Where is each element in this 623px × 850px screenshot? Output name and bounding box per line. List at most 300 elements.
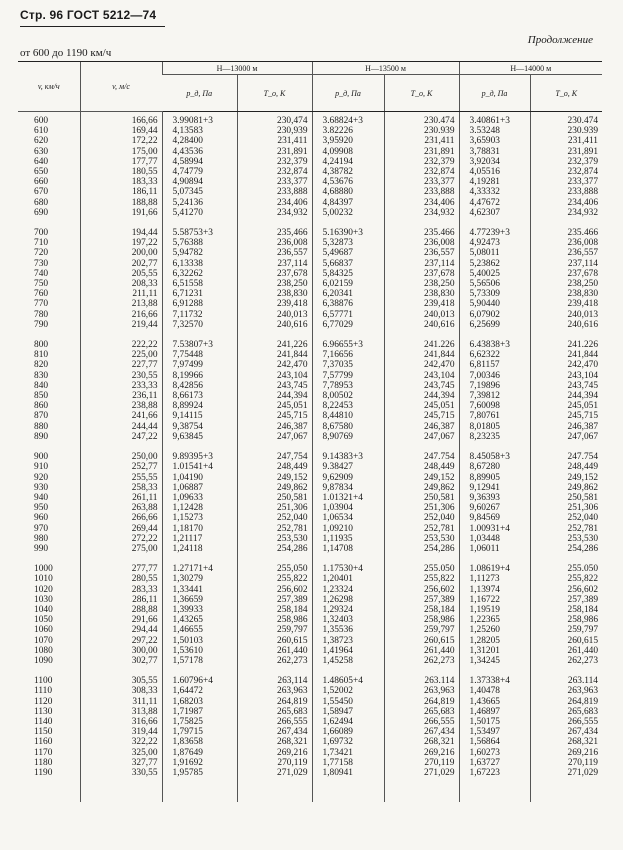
cell-t-13500: 252,040: [384, 513, 459, 523]
cell-p-14000: 7,60098: [459, 401, 530, 411]
cell-p-14000: 4,62307: [459, 208, 530, 218]
cell-t-14000: 264,819: [530, 697, 602, 707]
cell-v-kmh: 970: [34, 523, 49, 534]
cell-v-ms: 258,33: [80, 483, 162, 493]
cell-t-14000: 233,377: [530, 177, 602, 187]
cell-v-ms: 211,11: [80, 289, 162, 299]
cell-p-14000: 6,07902: [459, 310, 530, 320]
cell-v-kmh: 610: [34, 126, 49, 137]
cell-t-13000: 269,216: [237, 748, 312, 758]
cell-v-ms: 205,55: [80, 269, 162, 279]
cell-t-14000: 247,067: [530, 432, 602, 442]
cell-p-14000: 5,40025: [459, 269, 530, 279]
table-row: [18, 646, 602, 656]
cell-v-kmh: 1070: [34, 635, 53, 646]
cell-p-13000: 1,18170: [162, 524, 237, 534]
cell-p-13000: 4,28400: [162, 136, 237, 146]
cell-v-ms: 247,22: [80, 432, 162, 442]
cell-p-14000: 1,63727: [459, 758, 530, 768]
cell-t-13000: 257,389: [237, 595, 312, 605]
cell-v-kmh: 850: [34, 391, 49, 402]
cell-p-13000: 8,42856: [162, 381, 237, 391]
cell-p-14000: 1.00931+4: [459, 524, 530, 534]
page-header: Стр. 96 ГОСТ 5212—74: [20, 8, 157, 22]
cell-p-13500: 6,38876: [312, 299, 384, 309]
cell-v-ms: 172,22: [80, 136, 162, 146]
cell-t-13000: 238,250: [237, 279, 312, 289]
cell-p-14000: 3.53248: [459, 126, 530, 136]
cell-t-14000: 233,888: [530, 187, 602, 197]
cell-v-kmh: 930: [34, 482, 49, 493]
cell-v-kmh: 880: [34, 421, 49, 432]
cell-p-14000: 1,53497: [459, 727, 530, 737]
cell-t-14000: 245,051: [530, 401, 602, 411]
cell-v-kmh: 1110: [34, 686, 53, 697]
cell-v-ms: 286,11: [80, 595, 162, 605]
cell-v-ms: 319,44: [80, 727, 162, 737]
cell-p-13000: 1,21117: [162, 534, 237, 544]
cell-p-13000: 1,50103: [162, 636, 237, 646]
cell-v-ms: 238,88: [80, 401, 162, 411]
cell-p-13000: 1,24118: [162, 544, 237, 554]
col-header-t: T_о, К: [530, 75, 602, 112]
cell-t-13500: 248,449: [384, 462, 459, 472]
cell-v-ms: 183,33: [80, 177, 162, 187]
cell-t-13500: 268,321: [384, 737, 459, 747]
cell-p-13000: 1.01541+4: [162, 462, 237, 472]
cell-p-13000: 4,58994: [162, 157, 237, 167]
cell-t-14000: 263,963: [530, 686, 602, 696]
cell-t-14000: 259,797: [530, 625, 602, 635]
cell-p-13500: 7,16656: [312, 350, 384, 360]
cell-p-13000: 7,32570: [162, 320, 237, 330]
cell-p-13500: 6,20341: [312, 289, 384, 299]
cell-v-ms: 233,33: [80, 381, 162, 391]
cell-p-13000: 4,13583: [162, 126, 237, 136]
cell-v-ms: 252,77: [80, 462, 162, 472]
cell-v-ms: 302,77: [80, 656, 162, 666]
cell-p-13500: 1,52002: [312, 686, 384, 696]
cell-p-13500: 9,62909: [312, 473, 384, 483]
table-row: [18, 503, 602, 513]
cell-p-14000: 6,62322: [459, 350, 530, 360]
cell-t-14000: 248,449: [530, 462, 602, 472]
cell-t-14000: 258,986: [530, 615, 602, 625]
table-row: [18, 554, 602, 574]
cell-p-13000: 1,30279: [162, 574, 237, 584]
cell-p-13500: 1,20401: [312, 574, 384, 584]
cell-t-14000: 236,557: [530, 248, 602, 258]
table-row: [18, 615, 602, 625]
cell-p-13500: 1,29324: [312, 605, 384, 615]
cell-t-14000: 236,008: [530, 238, 602, 248]
cell-v-ms: 288,88: [80, 605, 162, 615]
cell-t-13500: 255.050: [384, 554, 459, 574]
cell-p-13500: 5.16390+3: [312, 218, 384, 238]
table-row: [18, 147, 602, 157]
cell-v-ms: 283,33: [80, 585, 162, 595]
cell-v-ms: 216,66: [80, 310, 162, 320]
cell-v-ms: 297,22: [80, 636, 162, 646]
row-group: [18, 442, 602, 554]
cell-t-13000: 234,932: [237, 208, 312, 218]
cell-p-13500: 1.48605+4: [312, 666, 384, 686]
cell-v-kmh: 830: [34, 370, 49, 381]
cell-t-14000: 271,029: [530, 768, 602, 778]
cell-v-kmh: 1090: [34, 655, 53, 666]
cell-t-13000: 255,822: [237, 574, 312, 584]
cell-p-13000: 1.27171+4: [162, 554, 237, 574]
cell-p-13000: 1,12428: [162, 503, 237, 513]
table-row: [18, 136, 602, 146]
cell-p-14000: 3,92034: [459, 157, 530, 167]
table-row: [18, 524, 602, 534]
cell-t-13500: 232,379: [384, 157, 459, 167]
table-row: [18, 462, 602, 472]
cell-v-kmh: 1050: [34, 615, 53, 626]
cell-p-13500: 1,69732: [312, 737, 384, 747]
cell-t-13000: 237,114: [237, 259, 312, 269]
cell-p-13000: 7,11732: [162, 310, 237, 320]
cell-v-ms: 180,55: [80, 167, 162, 177]
cell-p-14000: 7,80761: [459, 411, 530, 421]
cell-t-13500: 271,029: [384, 768, 459, 778]
cell-t-14000: 265,683: [530, 707, 602, 717]
table-row: [18, 126, 602, 136]
table-row: [18, 768, 602, 778]
cell-p-13000: 8,89924: [162, 401, 237, 411]
table-row: [18, 381, 602, 391]
cell-v-ms: 275,00: [80, 544, 162, 554]
cell-v-ms: 222,22: [80, 330, 162, 350]
cell-p-13500: 1,06534: [312, 513, 384, 523]
cell-p-13000: 1,36659: [162, 595, 237, 605]
cell-v-kmh: 640: [34, 156, 49, 167]
cell-t-13000: 230,474: [237, 112, 312, 127]
cell-t-13000: 258,986: [237, 615, 312, 625]
cell-v-kmh: 800: [34, 340, 49, 351]
table-row: [18, 320, 602, 330]
cell-t-13000: 233,377: [237, 177, 312, 187]
cell-v-kmh: 960: [34, 513, 49, 524]
cell-p-13000: 1,91692: [162, 758, 237, 768]
cell-v-ms: 311,11: [80, 697, 162, 707]
cell-t-14000: 250,581: [530, 493, 602, 503]
cell-p-13500: 1,38723: [312, 636, 384, 646]
cell-p-14000: 8.45058+3: [459, 442, 530, 462]
cell-v-ms: 191,66: [80, 208, 162, 218]
cell-t-13500: 256,602: [384, 585, 459, 595]
cell-p-14000: 1,67223: [459, 768, 530, 778]
cell-p-13000: 5.58753+3: [162, 218, 237, 238]
cell-t-13000: 240,616: [237, 320, 312, 330]
cell-p-13500: 1,03904: [312, 503, 384, 513]
cell-t-14000: 253,530: [530, 534, 602, 544]
cell-p-14000: 1,13974: [459, 585, 530, 595]
table-row: [18, 748, 602, 758]
cell-p-13500: 1.01321+4: [312, 493, 384, 503]
cell-v-kmh: 690: [34, 207, 49, 218]
cell-t-13500: 244,394: [384, 391, 459, 401]
cell-t-13500: 254,286: [384, 544, 459, 554]
cell-v-ms: 250,00: [80, 442, 162, 462]
cell-t-13500: 245,051: [384, 401, 459, 411]
cell-t-13000: 253,530: [237, 534, 312, 544]
cell-p-13000: 5,41270: [162, 208, 237, 218]
cell-p-13000: 7.53807+3: [162, 330, 237, 350]
cell-t-13000: 247,067: [237, 432, 312, 442]
col-header-t: T_о, К: [237, 75, 312, 112]
cell-t-14000: 243,745: [530, 381, 602, 391]
cell-t-14000: 240,013: [530, 310, 602, 320]
cell-v-ms: 277,77: [80, 554, 162, 574]
cell-v-kmh: 700: [34, 228, 49, 239]
cell-p-14000: 9,12941: [459, 483, 530, 493]
cell-v-kmh: 750: [34, 279, 49, 290]
cell-p-13500: 5,84325: [312, 269, 384, 279]
cell-t-13000: 236,008: [237, 238, 312, 248]
cell-p-13000: 8,19966: [162, 371, 237, 381]
cell-t-13000: 247,754: [237, 442, 312, 462]
cell-t-14000: 256,602: [530, 585, 602, 595]
cell-t-13500: 243,104: [384, 371, 459, 381]
cell-t-13000: 243,104: [237, 371, 312, 381]
table-row: [18, 422, 602, 432]
table-row: [18, 350, 602, 360]
cell-t-13500: 263,963: [384, 686, 459, 696]
cell-t-14000: 230.474: [530, 112, 602, 127]
cell-t-13500: 232,874: [384, 167, 459, 177]
cell-v-kmh: 1150: [34, 727, 53, 738]
cell-p-13500: 1,58947: [312, 707, 384, 717]
cell-v-kmh: 1130: [34, 706, 53, 717]
cell-t-13500: 255,822: [384, 574, 459, 584]
cell-p-13000: 1,04190: [162, 473, 237, 483]
cell-t-13000: 249,152: [237, 473, 312, 483]
table-row: [18, 625, 602, 635]
cell-t-13000: 252,040: [237, 513, 312, 523]
cell-p-14000: 7,39812: [459, 391, 530, 401]
cell-v-kmh: 680: [34, 197, 49, 208]
table-row: [18, 534, 602, 544]
col-header-p: p_д, Па: [459, 75, 530, 112]
cell-t-13500: 231,411: [384, 136, 459, 146]
cell-v-kmh: 630: [34, 146, 49, 157]
cell-p-14000: 8,01805: [459, 422, 530, 432]
atmosphere-table: [18, 61, 602, 802]
table-row: [18, 218, 602, 238]
cell-v-kmh: 670: [34, 187, 49, 198]
cell-p-13500: 5,66837: [312, 259, 384, 269]
cell-p-13000: 1,68203: [162, 697, 237, 707]
cell-p-13500: 7,78953: [312, 381, 384, 391]
cell-p-13000: 1,87649: [162, 748, 237, 758]
cell-t-13000: 244,394: [237, 391, 312, 401]
cell-t-13500: 240,616: [384, 320, 459, 330]
cell-p-13000: 1,79715: [162, 727, 237, 737]
table-row: [18, 198, 602, 208]
cell-p-13500: 8,22453: [312, 401, 384, 411]
cell-v-ms: 261,11: [80, 493, 162, 503]
cell-p-13000: 1,06887: [162, 483, 237, 493]
cell-v-kmh: 840: [34, 380, 49, 391]
cell-t-13500: 269,216: [384, 748, 459, 758]
table-row: [18, 697, 602, 707]
cell-t-13500: 253,530: [384, 534, 459, 544]
cell-v-kmh: 990: [34, 543, 49, 554]
cell-p-13000: 5,24136: [162, 198, 237, 208]
table-row: [18, 656, 602, 666]
cell-v-kmh: 600: [34, 116, 49, 126]
cell-t-13000: 258,184: [237, 605, 312, 615]
cell-t-13500: 241,844: [384, 350, 459, 360]
cell-v-kmh: 1160: [34, 737, 53, 748]
table-row: [18, 289, 602, 299]
col-header-v-ms: v, м/с: [80, 62, 162, 112]
cell-p-13000: 6,51558: [162, 279, 237, 289]
cell-p-14000: 1,19519: [459, 605, 530, 615]
cell-t-14000: 254,286: [530, 544, 602, 554]
cell-v-ms: 325,00: [80, 748, 162, 758]
cell-t-14000: 266,555: [530, 717, 602, 727]
cell-p-13500: 3.82226: [312, 126, 384, 136]
cell-v-ms: 272,22: [80, 534, 162, 544]
cell-t-13000: 248,449: [237, 462, 312, 472]
cell-p-14000: 1,25260: [459, 625, 530, 635]
cell-p-14000: 6,25699: [459, 320, 530, 330]
cell-v-kmh: 1140: [34, 716, 53, 727]
cell-t-13000: 245,715: [237, 411, 312, 421]
cell-v-ms: 241,66: [80, 411, 162, 421]
cell-p-13500: 4,09908: [312, 147, 384, 157]
cell-t-13000: 255,050: [237, 554, 312, 574]
cell-t-13500: 234,932: [384, 208, 459, 218]
cell-t-14000: 234,406: [530, 198, 602, 208]
cell-t-13500: 265,683: [384, 707, 459, 717]
cell-t-13000: 235,466: [237, 218, 312, 238]
cell-v-ms: 200,00: [80, 248, 162, 258]
cell-v-kmh: 1170: [34, 747, 53, 758]
cell-t-13000: 232,874: [237, 167, 312, 177]
cell-p-13500: 1,14708: [312, 544, 384, 554]
cell-p-13500: 1,66089: [312, 727, 384, 737]
table-row: [18, 279, 602, 289]
cell-t-13500: 267,434: [384, 727, 459, 737]
cell-p-14000: 5,56506: [459, 279, 530, 289]
cell-t-13500: 247.754: [384, 442, 459, 462]
cell-p-14000: 9,84569: [459, 513, 530, 523]
col-header-t: T_о, К: [384, 75, 459, 112]
cell-p-13000: 4,90894: [162, 177, 237, 187]
cell-v-kmh: 820: [34, 360, 49, 371]
cell-t-14000: 263.114: [530, 666, 602, 686]
cell-p-13500: 1,55450: [312, 697, 384, 707]
cell-v-ms: 313,88: [80, 707, 162, 717]
col-header-alt-13000: H—13000 м: [162, 62, 312, 75]
cell-t-13000: 260,615: [237, 636, 312, 646]
table-row: [18, 157, 602, 167]
cell-t-13500: 240,013: [384, 310, 459, 320]
cell-v-kmh: 950: [34, 503, 49, 514]
cell-t-14000: 260,615: [530, 636, 602, 646]
cell-t-13000: 263,114: [237, 666, 312, 686]
cell-v-ms: 269,44: [80, 524, 162, 534]
cell-t-13000: 254,286: [237, 544, 312, 554]
cell-v-ms: 227,77: [80, 360, 162, 370]
cell-t-14000: 270,119: [530, 758, 602, 768]
cell-p-14000: 1,31201: [459, 646, 530, 656]
cell-p-13500: 9,87834: [312, 483, 384, 493]
cell-p-14000: 1,22365: [459, 615, 530, 625]
cell-t-14000: 268,321: [530, 737, 602, 747]
range-label: от 600 до 1190 км/ч: [20, 47, 112, 59]
cell-p-14000: 5,73309: [459, 289, 530, 299]
table-row: [18, 686, 602, 696]
cell-t-13000: 267,434: [237, 727, 312, 737]
table-row: [18, 737, 602, 747]
table-row: [18, 411, 602, 421]
cell-p-13000: 5,94782: [162, 248, 237, 258]
cell-p-13500: 4,24194: [312, 157, 384, 167]
cell-v-ms: 300,00: [80, 646, 162, 656]
table-row: [18, 208, 602, 218]
cell-t-14000: 239,418: [530, 299, 602, 309]
cell-p-14000: 1.08619+4: [459, 554, 530, 574]
cell-p-13000: 6,71231: [162, 289, 237, 299]
cell-t-13000: 262,273: [237, 656, 312, 666]
table-row: [18, 269, 602, 279]
cell-v-kmh: 1000: [34, 564, 53, 575]
cell-t-13000: 237,678: [237, 269, 312, 279]
cell-p-13500: 1,11935: [312, 534, 384, 544]
cell-p-13000: 1,53610: [162, 646, 237, 656]
cell-v-ms: 219,44: [80, 320, 162, 330]
cell-t-13500: 230.939: [384, 126, 459, 136]
cell-t-13500: 233,888: [384, 187, 459, 197]
cell-t-14000: 235.466: [530, 218, 602, 238]
cell-v-ms: 175,00: [80, 147, 162, 157]
cell-p-14000: 1,50175: [459, 717, 530, 727]
cell-v-ms: 294,44: [80, 625, 162, 635]
cell-p-13000: 5,07345: [162, 187, 237, 197]
cell-t-13000: 268,321: [237, 737, 312, 747]
cell-t-14000: 244,394: [530, 391, 602, 401]
table-row: [18, 483, 602, 493]
cell-t-14000: 238,830: [530, 289, 602, 299]
cell-p-13500: 1,32403: [312, 615, 384, 625]
cell-v-kmh: 1040: [34, 604, 53, 615]
cell-t-14000: 232,379: [530, 157, 602, 167]
cell-t-13000: 231,411: [237, 136, 312, 146]
cell-t-13500: 236,557: [384, 248, 459, 258]
cell-v-kmh: 770: [34, 299, 49, 310]
cell-t-13500: 249,152: [384, 473, 459, 483]
cell-t-13500: 246,387: [384, 422, 459, 432]
cell-p-13000: 1,75825: [162, 717, 237, 727]
cell-v-ms: 305,55: [80, 666, 162, 686]
cell-p-13500: 3,95920: [312, 136, 384, 146]
cell-p-14000: 4,33332: [459, 187, 530, 197]
cell-t-13000: 236,557: [237, 248, 312, 258]
cell-p-13500: 3.68824+3: [312, 112, 384, 127]
cell-t-14000: 257,389: [530, 595, 602, 605]
cell-p-13500: 6,02159: [312, 279, 384, 289]
cell-v-kmh: 1190: [34, 767, 53, 778]
cell-t-13500: 261,440: [384, 646, 459, 656]
row-group: [18, 330, 602, 442]
cell-p-13500: 1,45258: [312, 656, 384, 666]
cell-p-14000: 1,16722: [459, 595, 530, 605]
